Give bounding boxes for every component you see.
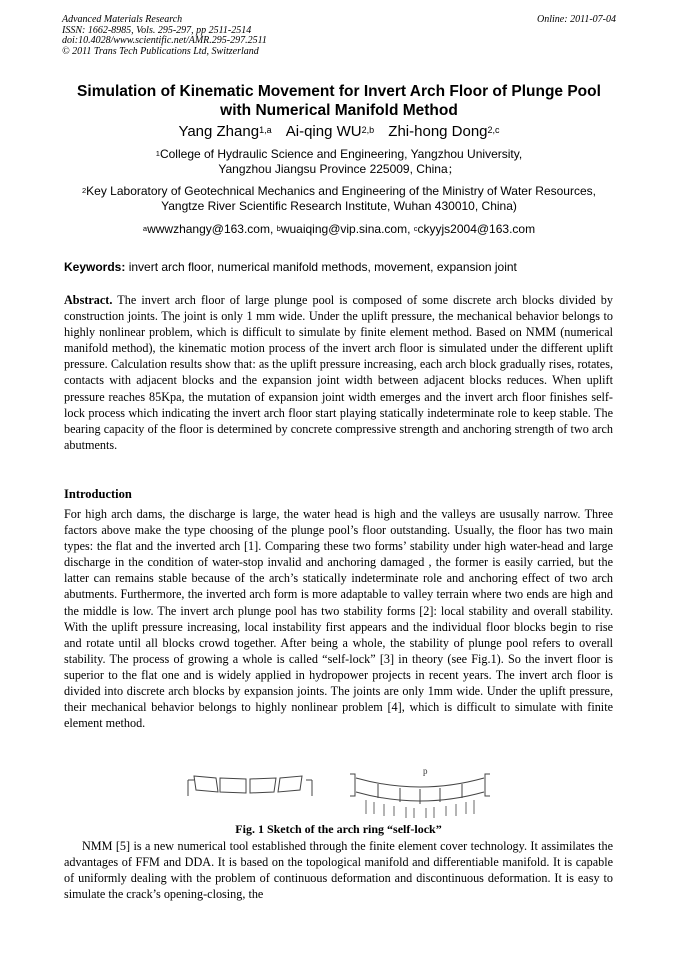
pressure-label: p <box>423 766 428 776</box>
author <box>178 123 271 140</box>
author-sup: 2,c <box>487 125 500 135</box>
abstract-paragraph <box>64 292 613 453</box>
author-name: Ai-qing WU <box>285 123 362 140</box>
affiliation-sup: 2 <box>82 186 87 195</box>
online-date: Online: 2011-07-04 <box>537 14 616 25</box>
email-sup: b <box>276 224 281 233</box>
affiliation-1 <box>40 147 638 177</box>
author-name: Yang Zhang <box>178 123 260 140</box>
affiliation-1-line-2: Yangzhou Jiangsu Province 225009, China； <box>218 162 460 176</box>
keywords-line <box>64 260 616 275</box>
nmm-text: NMM [5] is a new numerical tool established through the finite element cover technology. It assimilates the advantages of FFM and DDA. It is based on the topological manifold and differentiable manifold. It is capable of uniformly dealing with the problem of continuous deformation and discontinuous deformation. It is easy to simulate the crack’s opening-closing, the <box>64 839 613 902</box>
affiliation-1-line-1 <box>40 147 638 162</box>
issn-line: ISSN: 1662-8985, Vols. 295-297, pp 2511-2514 <box>62 24 252 36</box>
affiliation-2-line-1 <box>40 184 638 199</box>
email-sup: a <box>142 224 148 233</box>
affiliation-2 <box>40 184 638 214</box>
author-sup: 1,a <box>259 125 272 135</box>
abstract-text: The invert arch floor of large plunge pool is composed of some discrete arch blocks divided by construction joints. The joint is only 1 mm wide. Under the uplift pressure, the mechanical behavior belongs to highly nonlinear problem, which is difficult to simulate by finite element method. Based on NMM (numerical manifold method), the kinematic motion process of the invert arch floor is simulated under the different uplift pressure. Calculation results show that: as the uplift pressure increasing, each arch block gradually rises, rotates, contacts with adjacent blocks and the expansion joint width between adjacent blocks reduces. When uplift pressure reaches 85Kpa, the mutation of expansion joint width emerges and the invert arch floor finishes self-lock process which indicating the invert arch floor start playing statically indeterminate role to keep stable. The bearing capacity of the floor is determined by concrete compressive strength and anchoring strength of two arch abutments. <box>64 293 613 452</box>
author-sup: 2,b <box>361 125 375 135</box>
email-link[interactable]: wuaiqing@vip.sina.com, <box>280 222 414 236</box>
affiliation-text: College of Hydraulic Science and Engineering, Yangzhou University, <box>159 147 523 161</box>
affiliation-sup: 1 <box>155 149 160 158</box>
introduction-heading: Introduction <box>64 487 132 501</box>
doi-line: doi:10.4028/www.scientific.net/AMR.295-297.2511 <box>62 35 267 46</box>
author-name: Zhi-hong Dong <box>388 123 488 140</box>
author-list <box>40 122 638 142</box>
journal-info <box>62 15 267 57</box>
left-arch-sketch <box>188 776 312 796</box>
nmm-paragraph <box>64 838 613 902</box>
abstract-label: Abstract. <box>64 293 113 307</box>
keywords-text: invert arch floor, numerical manifold methods, movement, expansion joint <box>125 260 517 274</box>
keywords-label: Keywords: <box>64 260 126 274</box>
author <box>388 123 499 140</box>
email-sup: c <box>413 224 418 233</box>
copyright-line: © 2011 Trans Tech Publications Ltd, Switzerland <box>62 45 259 57</box>
title-line-1: Simulation of Kinematic Movement for Invert Arch Floor of Plunge Pool <box>77 83 601 100</box>
author <box>286 123 374 140</box>
email-link[interactable]: wwwzhangy@163.com, <box>147 222 277 236</box>
email-link[interactable]: ckyyjs2004@163.com <box>417 222 536 236</box>
arch-self-lock-figure <box>180 760 500 820</box>
introduction-paragraph: For high arch dams, the discharge is large, the water head is high and the valleys are ususally narrow. Three factors above make the type choosing of the plunge pool’s floor outstanding. Usually, the floor has two main types: the flat and the inverted arch [1]. Comparing these two forms’ stability under high water-head and large discharge in the condition of water-stop invalid and anchoring damaged , the former is easily carried, but the latter can remains stable because of the arch’s statically indeterminate role and anchoring effect of two arch abutments. Furthermore, the inverted arch form is more adaptable to valley terrain where two ends are high and the middle is low. The invert arch plunge pool has two stability forms [2]: local stability and overall stability. With the uplift pressure increasing, local instability first appears and the individual floor blocks begin to rise and rotate until all blocks crowd together. After being a whole, the stability of plunge pool refers to overall stability. The process of growing a whole is called “self-lock” [3] in theory (see Fig.1). So the invert floor is superior to the flat one and is widely applied in hydropower projects in recent years. The invert arch floor is divided into discrete arch blocks by expansion joints. The joints are only 1mm wide. Under the uplift pressure, their mechanical behavior belongs to highly nonlinear problem [4], which is difficult to simulate with finite element method. <box>64 507 613 731</box>
title-line-2: with Numerical Manifold Method <box>220 102 458 119</box>
paper-title <box>40 82 638 120</box>
author-emails <box>40 222 638 237</box>
affiliation-text: Key Laboratory of Geotechnical Mechanics and Engineering of the Ministry of Water Resources, <box>86 184 596 198</box>
figure-caption: Fig. 1 Sketch of the arch ring “self-lock” <box>235 822 442 836</box>
affiliation-2-line-2: Yangtze River Scientific Research Institute, Wuhan 430010, China) <box>161 199 517 213</box>
journal-name: Advanced Materials Research <box>62 14 183 25</box>
right-arch-sketch <box>350 774 490 804</box>
